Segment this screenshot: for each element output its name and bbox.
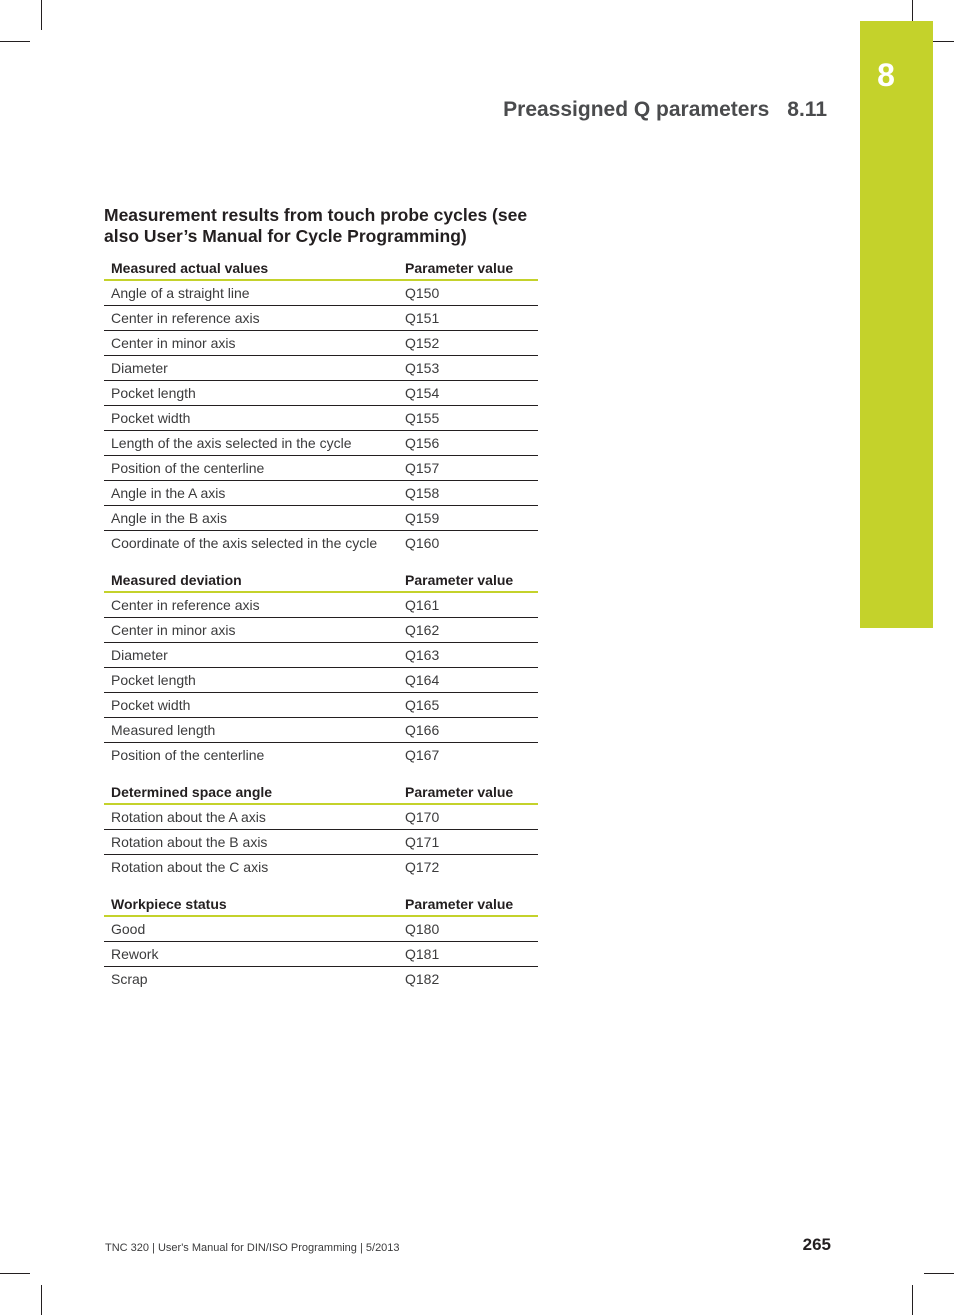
table-row — [104, 804, 538, 830]
table-row — [104, 916, 538, 942]
table-gap — [104, 879, 538, 891]
column-header-description: Determined space angle — [104, 779, 398, 804]
table-row — [104, 942, 538, 967]
cell-description: Angle in the A axis — [104, 481, 398, 506]
column-header-description: Measured actual values — [104, 255, 398, 280]
cell-parameter: Q152 — [398, 331, 538, 356]
table-row — [104, 693, 538, 718]
cell-description: Diameter — [104, 356, 398, 381]
cell-description: Pocket length — [104, 381, 398, 406]
cell-description: Center in reference axis — [104, 306, 398, 331]
cell-description: Coordinate of the axis selected in the cycle — [111, 535, 378, 551]
table-header-row — [104, 891, 538, 916]
cell-description: Measured length — [104, 718, 398, 743]
running-header — [503, 98, 827, 122]
table-row — [104, 481, 538, 506]
cell-description: Pocket length — [104, 668, 398, 693]
footer-text: TNC 320 | User's Manual for DIN/ISO Programming | 5/2013 — [105, 1242, 400, 1254]
cell-description: Diameter — [104, 643, 398, 668]
table-row — [104, 431, 538, 456]
cell-description: Position of the centerline — [111, 747, 265, 763]
table-row — [104, 967, 538, 992]
cell-parameter: Q154 — [398, 381, 538, 406]
crop-mark — [41, 1285, 42, 1315]
cell-parameter: Q160 — [405, 535, 440, 551]
table-row — [104, 381, 538, 406]
cell-parameter: Q151 — [398, 306, 538, 331]
cell-description: Good — [104, 916, 398, 942]
parameter-table — [104, 255, 538, 555]
cell-description: Rotation about the B axis — [104, 830, 398, 855]
cell-parameter: Q153 — [398, 356, 538, 381]
cell-parameter: Q157 — [398, 456, 538, 481]
table-row — [104, 718, 538, 743]
table-header-row — [104, 567, 538, 592]
cell-description: Pocket width — [104, 406, 398, 431]
cell-parameter: Q164 — [398, 668, 538, 693]
column-header-parameter: Parameter value — [398, 779, 538, 804]
cell-parameter: Q167 — [405, 747, 440, 763]
section-number: 8.11 — [787, 98, 827, 121]
table-row — [104, 506, 538, 531]
cell-description: Center in minor axis — [104, 331, 398, 356]
cell-description: Center in minor axis — [104, 618, 398, 643]
chapter-number: 8 — [877, 57, 895, 93]
section-title: Preassigned Q parameters — [503, 98, 770, 121]
crop-mark — [912, 1285, 913, 1315]
cell-parameter: Q158 — [398, 481, 538, 506]
column-header-description: Measured deviation — [104, 567, 398, 592]
table-row — [104, 331, 538, 356]
parameter-tables — [104, 255, 538, 991]
cell-parameter: Q170 — [398, 804, 538, 830]
table-row — [104, 356, 538, 381]
table-row — [104, 531, 538, 556]
table-row — [104, 743, 538, 768]
cell-parameter: Q156 — [398, 431, 538, 456]
cell-parameter: Q155 — [398, 406, 538, 431]
crop-mark — [924, 1273, 954, 1274]
table-row — [104, 830, 538, 855]
cell-parameter: Q163 — [398, 643, 538, 668]
cell-description: Angle in the B axis — [104, 506, 398, 531]
cell-description: Rework — [104, 942, 398, 967]
cell-parameter: Q181 — [398, 942, 538, 967]
table-gap — [104, 767, 538, 779]
cell-description: Center in reference axis — [104, 592, 398, 618]
parameter-table — [104, 891, 538, 991]
column-header-parameter: Parameter value — [398, 567, 538, 592]
cell-description: Rotation about the A axis — [104, 804, 398, 830]
column-header-parameter: Parameter value — [398, 891, 538, 916]
table-header-row — [104, 255, 538, 280]
cell-parameter: Q161 — [398, 592, 538, 618]
table-row — [104, 406, 538, 431]
chapter-tab — [860, 21, 933, 628]
cell-parameter: Q172 — [405, 859, 440, 875]
crop-mark — [41, 0, 42, 30]
cell-parameter: Q165 — [398, 693, 538, 718]
table-row — [104, 643, 538, 668]
table-row — [104, 855, 538, 880]
cell-parameter: Q182 — [405, 971, 440, 987]
section-heading: Measurement results from touch probe cycles (see also User’s Manual for Cycle Programming) — [104, 205, 528, 246]
cell-description: Length of the axis selected in the cycle — [104, 431, 398, 456]
cell-description: Rotation about the C axis — [111, 859, 269, 875]
column-header-description: Workpiece status — [104, 891, 398, 916]
cell-parameter: Q171 — [398, 830, 538, 855]
cell-description: Position of the centerline — [104, 456, 398, 481]
cell-parameter: Q162 — [398, 618, 538, 643]
table-row — [104, 618, 538, 643]
cell-parameter: Q150 — [398, 280, 538, 306]
parameter-table — [104, 567, 538, 767]
table-row — [104, 592, 538, 618]
table-row — [104, 668, 538, 693]
cell-parameter: Q180 — [398, 916, 538, 942]
table-row — [104, 306, 538, 331]
table-row — [104, 456, 538, 481]
cell-parameter: Q166 — [398, 718, 538, 743]
crop-mark — [0, 1273, 30, 1274]
table-row — [104, 280, 538, 306]
page-number: 265 — [802, 1235, 831, 1254]
table-header-row — [104, 779, 538, 804]
parameter-table — [104, 779, 538, 879]
column-header-parameter: Parameter value — [398, 255, 538, 280]
cell-description: Angle of a straight line — [104, 280, 398, 306]
table-gap — [104, 555, 538, 567]
cell-description: Scrap — [111, 971, 148, 987]
cell-description: Pocket width — [104, 693, 398, 718]
cell-parameter: Q159 — [398, 506, 538, 531]
crop-mark — [0, 41, 30, 42]
